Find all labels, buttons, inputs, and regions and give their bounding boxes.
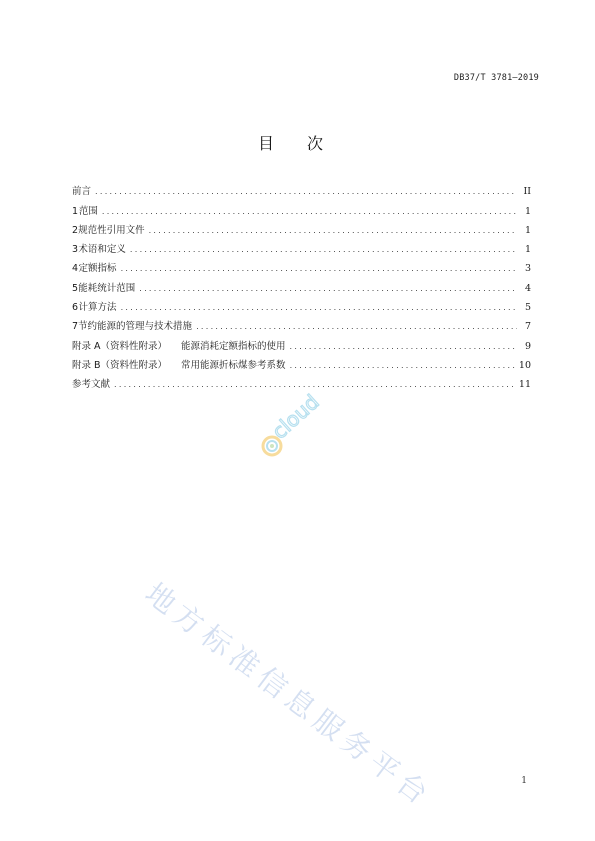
watermark-text: 地方标准信息服务平台 [138,576,439,814]
toc-label: 范围 [78,205,98,217]
toc-label: 节约能源的管理与技术措施 [78,321,193,333]
toc-label: 前言 [72,186,92,198]
logo-text: cloud [267,389,324,444]
toc-entry-quota-indicators[interactable] [72,256,531,275]
toc-leader-dots [196,320,517,333]
toc-page-number: 5 [524,302,531,314]
toc-section-number: 7 [72,321,79,333]
page-title: 目 次 [257,134,338,153]
toc-label: 参考文献 [72,379,111,391]
toc-page-number: 10 [518,359,531,371]
table-of-contents [72,179,531,391]
toc-sublabel: 能源消耗定额指标的使用 [181,340,286,352]
toc-entry-normative-references[interactable] [72,218,531,237]
toc-page-number: 9 [524,340,531,352]
toc-leader-dots [95,185,517,198]
toc-leader-dots [290,359,515,372]
toc-leader-dots [149,224,517,237]
cloud-logo-watermark [256,388,346,468]
toc-entry-scope[interactable] [72,198,531,217]
toc-entry-appendix-b[interactable] [72,353,531,372]
toc-leader-dots [139,282,517,295]
toc-leader-dots [290,340,517,353]
toc-page-number: 1 [524,205,531,217]
toc-label: 能耗统计范围 [78,282,136,294]
toc-entry-terms-definitions[interactable] [72,237,531,256]
toc-section-number: 3 [72,244,79,256]
toc-section-number: 5 [72,282,79,294]
toc-page-number: 11 [518,379,531,391]
toc-label: 附录 A（资料性附录） [72,340,168,352]
toc-entry-management-measures[interactable] [72,314,531,333]
toc-page-number: 3 [524,263,531,275]
toc-sublabel: 常用能源折标煤参考系数 [181,359,286,371]
toc-page-number: 4 [524,282,531,294]
toc-entry-foreword[interactable] [72,179,531,198]
toc-page-number: 1 [524,244,531,256]
toc-page-number: II [523,186,531,198]
toc-leader-dots [121,301,517,314]
toc-label: 术语和定义 [78,244,126,256]
document-code: DB37/T 3781—2019 [453,73,539,83]
page-number: 1 [521,776,527,786]
toc-label: 附录 B（资料性附录） [72,359,168,371]
toc-label: 定额指标 [78,263,117,275]
toc-page-number: 7 [524,321,531,333]
toc-entry-appendix-a[interactable] [72,333,531,352]
toc-leader-dots [130,243,517,256]
toc-section-number: 4 [72,263,79,275]
toc-leader-dots [102,205,517,218]
toc-page-number: 1 [524,224,531,236]
toc-label: 计算方法 [78,302,117,314]
toc-entry-statistical-scope[interactable] [72,275,531,294]
logo-dot-green [270,444,274,448]
toc-section-number: 6 [72,302,79,314]
toc-section-number: 2 [72,224,79,236]
toc-section-number: 1 [72,205,79,217]
toc-label: 规范性引用文件 [78,224,145,236]
toc-entry-calculation-method[interactable] [72,295,531,314]
toc-leader-dots [121,262,517,275]
